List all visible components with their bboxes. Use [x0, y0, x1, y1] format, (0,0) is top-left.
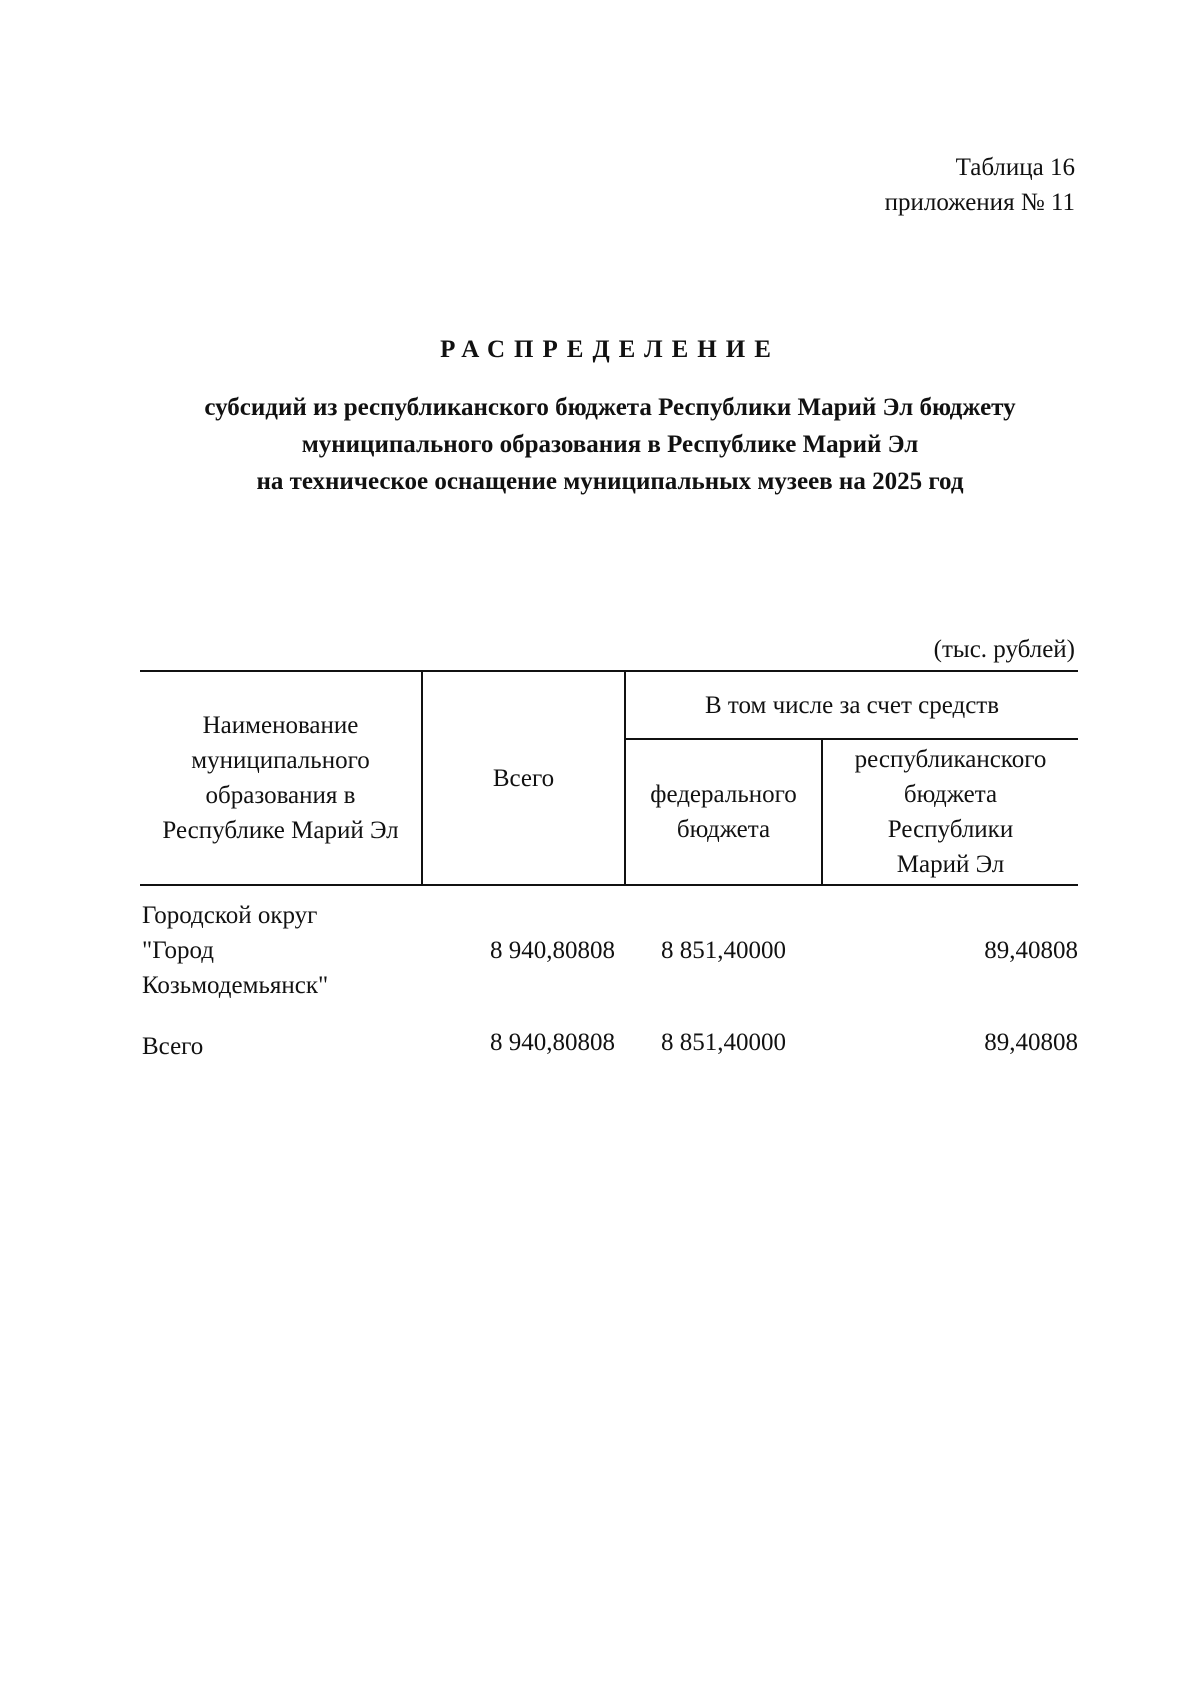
distribution-table	[140, 670, 1078, 1064]
units-label: (тыс. рублей)	[933, 636, 1075, 663]
total-label: Всего	[142, 1033, 204, 1060]
municipality-name: Городской округ "Город Козьмодемьянск"	[142, 902, 329, 999]
federal-sum: 8 851,40000	[661, 1029, 786, 1056]
header-total: Всего	[422, 671, 625, 885]
header-republican-budget: республиканского бюджета Республики Марий Эл	[822, 739, 1078, 885]
subtitle-line: на техническое оснащение муниципальных музеев на 2025 год	[256, 468, 964, 495]
total-sum: 8 940,80808	[490, 1029, 615, 1056]
federal-value: 8 851,40000	[661, 937, 786, 964]
subtitle-line: субсидий из республиканского бюджета Республики Марий Эл бюджету	[204, 394, 1016, 421]
header-federal-budget: федерального бюджета	[625, 739, 822, 885]
republican-sum: 89,40808	[984, 1029, 1078, 1056]
subtitle-line: муниципального образования в Республике Марий Эл	[301, 431, 919, 458]
header-funding-group: В том числе за счет средств	[625, 671, 1078, 739]
document-subtitle	[120, 389, 1100, 500]
document-heading: РАСПРЕДЕЛЕНИЕ	[440, 336, 780, 363]
republican-value: 89,40808	[984, 937, 1078, 964]
table-reference	[885, 150, 1075, 220]
total-row	[140, 1015, 1078, 1064]
table-row	[140, 885, 1078, 1015]
header-municipality: Наименование муниципального образования в Республике Марий Эл	[140, 671, 422, 885]
table-number: Таблица 16	[955, 154, 1075, 181]
appendix-number: приложения № 11	[884, 189, 1075, 216]
total-value: 8 940,80808	[490, 937, 615, 964]
